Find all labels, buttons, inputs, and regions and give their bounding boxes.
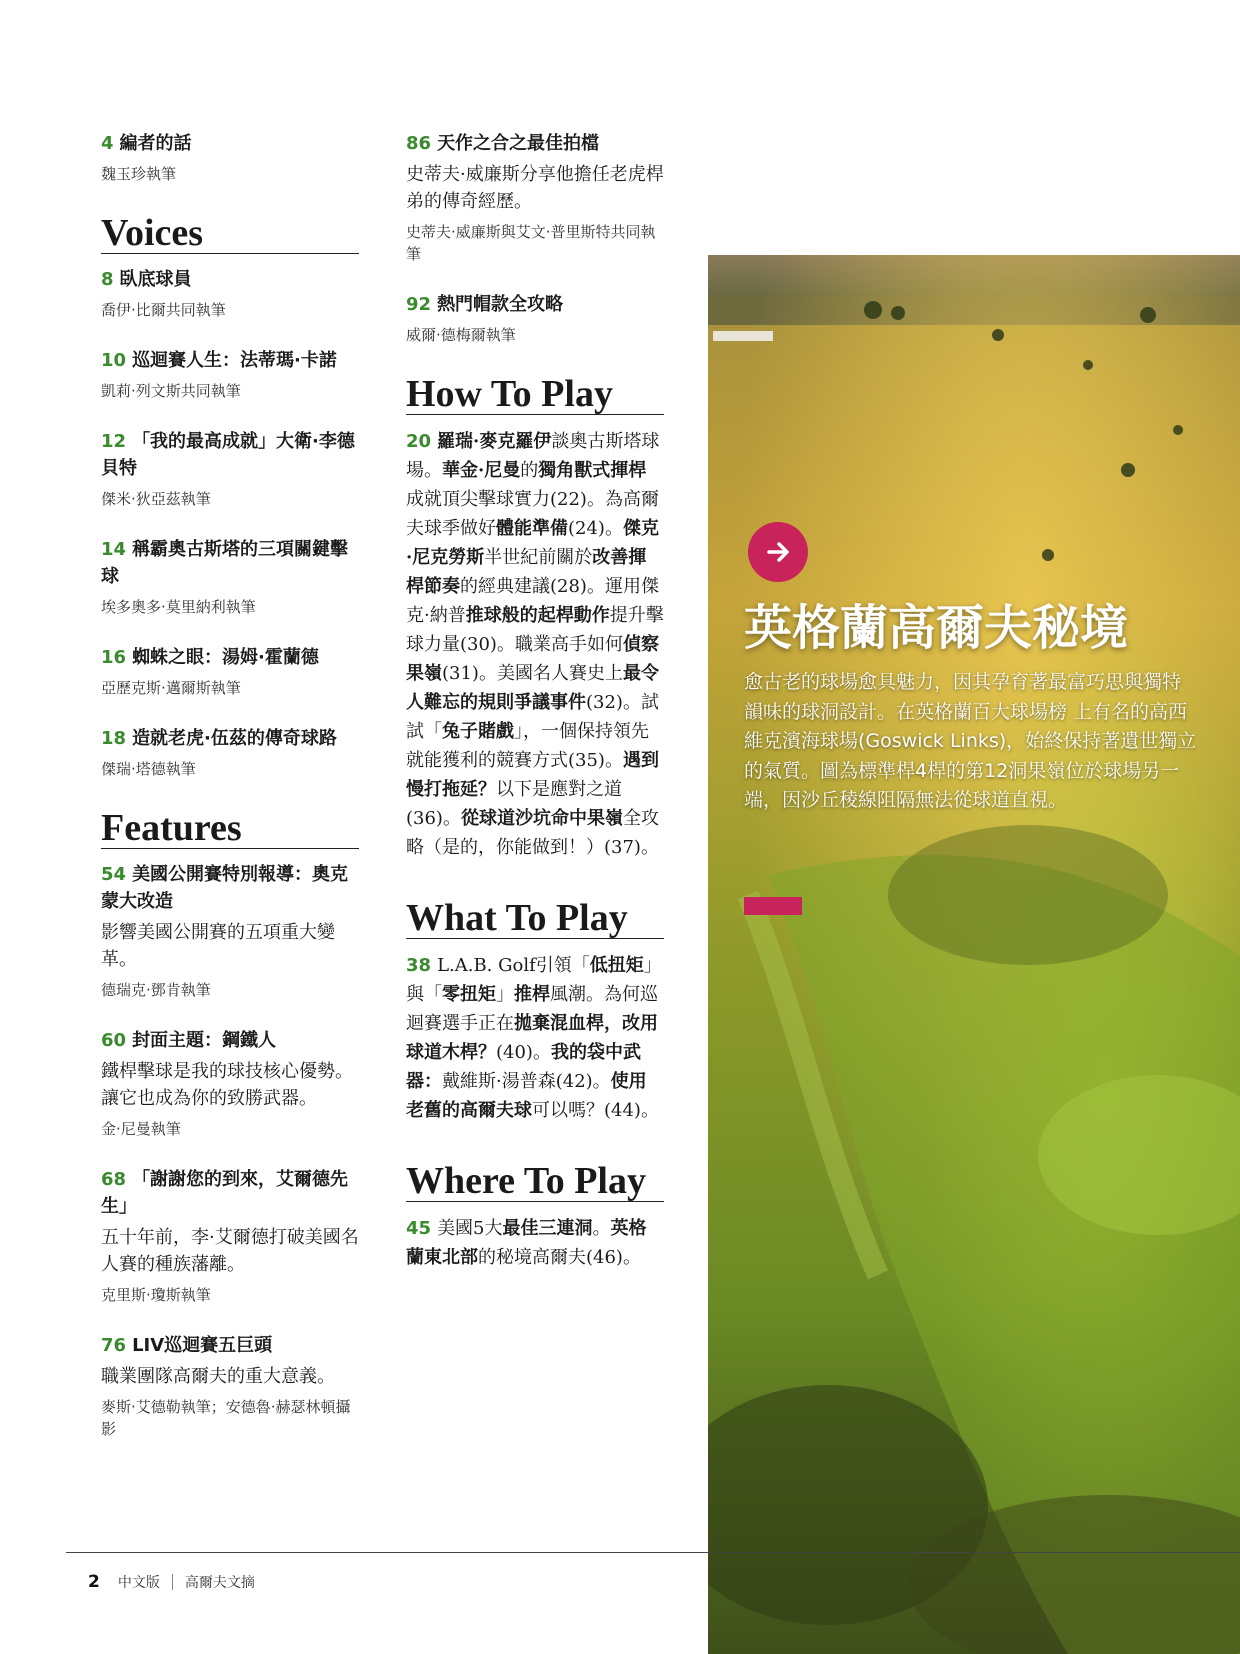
highlighted-topic: 最令人難忘的規則爭議事件 <box>406 663 659 713</box>
toc-entry-byline: 傑米·狄亞茲執筆 <box>101 490 211 508</box>
toc-entry-byline: 德瑞克·鄧肯執筆 <box>101 981 211 999</box>
footer-separator <box>172 1574 173 1590</box>
page-ref-number: 18 <box>101 728 127 749</box>
toc-entry-title-text: 巡迴賽人生：法蒂瑪·卡諾 <box>132 350 337 371</box>
page-ref-number: 14 <box>101 539 127 560</box>
golf-course-photo <box>708 255 1240 1654</box>
page-ref-number: 10 <box>101 350 127 371</box>
highlighted-topic: 我的袋中武器： <box>406 1042 641 1092</box>
promo-accent-bar <box>744 897 802 915</box>
toc-entry[interactable] <box>101 347 359 402</box>
section-heading-features: Features <box>101 808 359 849</box>
toc-entry-title <box>101 861 359 915</box>
toc-entry[interactable] <box>101 861 359 1001</box>
where-to-play-paragraph <box>406 1214 664 1272</box>
toc-entry-title-text: 「謝謝您的到來，艾爾德先生」 <box>101 1169 349 1217</box>
highlighted-topic: 華金·尼曼 <box>442 460 521 481</box>
toc-entry-title-text: 編者的話 <box>119 133 192 154</box>
page-ref-number: 60 <box>101 1030 127 1051</box>
paragraph-text: 的經典建議(28)。運用傑克·納普 <box>406 576 659 626</box>
toc-entry[interactable] <box>101 266 359 321</box>
toc-entry-title-text: LIV巡迴賽五巨頭 <box>132 1335 273 1356</box>
toc-entry-byline: 凱莉·列文斯共同執筆 <box>101 382 241 400</box>
toc-entry-title <box>101 347 359 374</box>
footer-edition: 中文版 <box>117 1575 160 1591</box>
toc-entry-byline: 亞歷克斯·邁爾斯執筆 <box>101 679 241 697</box>
how-to-play-paragraph <box>406 427 664 862</box>
highlighted-topic: 使用老舊的高爾夫球 <box>406 1071 647 1121</box>
toc-entry-title <box>101 1027 359 1054</box>
paragraph-text: 可以嗎？(44)。 <box>532 1100 659 1121</box>
toc-entry-title <box>101 536 359 590</box>
page-footer <box>88 1572 255 1592</box>
section-heading-what-to-play: What To Play <box>406 898 664 939</box>
toc-entry-title-text: 蜘蛛之眼：湯姆·霍蘭德 <box>132 647 319 668</box>
toc-entry-byline: 克里斯·瓊斯執筆 <box>101 1286 211 1304</box>
highlighted-topic: 推桿 <box>514 984 550 1005</box>
what-to-play-paragraph <box>406 951 664 1125</box>
toc-entry-title-text: 「我的最高成就」大衛·李德貝特 <box>101 431 355 479</box>
paragraph-text: 全攻略（是的，你能做到！）(37)。 <box>406 808 659 858</box>
page-number: 2 <box>88 1572 100 1592</box>
paragraph-text: 以下是應對之道(36)。 <box>406 779 622 829</box>
highlighted-topic: 兔子賭戲 <box>442 721 514 742</box>
highlighted-topic: 獨角獸式揮桿 <box>538 460 647 481</box>
highlighted-topic: 改善揮桿節奏 <box>406 547 647 597</box>
page-ref-number: 45 <box>406 1218 432 1239</box>
arrow-right-icon <box>764 538 792 566</box>
highlighted-topic: 推球般的起桿動作 <box>465 605 610 626</box>
toc-entry-title <box>406 130 664 157</box>
highlighted-topic: 最佳三連洞 <box>502 1218 593 1239</box>
footer-publication: 高爾夫文摘 <box>184 1575 255 1591</box>
section-heading-where-to-play: Where To Play <box>406 1161 664 1202</box>
toc-entry[interactable] <box>406 130 664 265</box>
paragraph-text: 」與「 <box>406 955 662 1005</box>
footer-divider <box>66 1552 1240 1553</box>
toc-entry-title-text: 熱門帽款全攻略 <box>437 294 564 315</box>
highlighted-topic: 偵察果嶺 <box>406 634 659 684</box>
page-ref-number: 86 <box>406 133 432 154</box>
toc-entry-title-text: 封面主題：鋼鐵人 <box>132 1030 277 1051</box>
toc-entry-title <box>101 644 359 671</box>
toc-entry-title <box>406 291 664 318</box>
toc-entry-description: 鐵桿擊球是我的球技核心優勢。讓它也成為你的致勝武器。 <box>101 1061 353 1109</box>
highlighted-topic: 低扭矩 <box>589 955 644 976</box>
paragraph-text: 」，一個保持領先就能獲利的競賽方式(35)。 <box>406 721 649 771</box>
toc-entry-title <box>101 266 359 293</box>
toc-entry-byline: 魏玉珍執筆 <box>101 165 177 183</box>
toc-entry[interactable] <box>101 1166 359 1306</box>
toc-entry-byline: 史蒂夫·威廉斯與艾文·普里斯特共同執筆 <box>406 223 656 263</box>
section-heading-voices: Voices <box>101 213 359 254</box>
paragraph-text: 美國5大 <box>437 1218 503 1239</box>
paragraph-text: (40)。 <box>496 1042 551 1063</box>
paragraph-text: 提升擊球力量(30)。職業高手如何 <box>406 605 664 655</box>
page-ref-number: 54 <box>101 864 127 885</box>
promo-body: 愈古老的球場愈具魅力，因其孕育著最富巧思與獨特韻味的球洞設計。在英格蘭百大球場榜 上有名的高西維克濱海球場(Goswick Links)，始終保持著遺世獨立的氣質。圖為標準桿4桿的第12洞果嶺位於球場另一端，因沙丘稜線阻隔無法從球道直視。 <box>744 671 1197 811</box>
page-ref-number: 12 <box>101 431 127 452</box>
paragraph-text: 半世紀前關於 <box>484 547 593 568</box>
highlighted-topic: 體能準備 <box>496 518 568 539</box>
paragraph-text: 的 <box>520 460 539 481</box>
toc-entry-title-text: 臥底球員 <box>119 269 192 290</box>
paragraph-text: 」 <box>496 984 514 1005</box>
paragraph-text: 成就頂尖擊球實力(22)。為高爾夫球季做好 <box>406 489 659 539</box>
toc-entry-title <box>101 428 359 482</box>
paragraph-text: 談奧古斯塔球場。 <box>406 431 660 481</box>
promo-title: 英格蘭高爾夫秘境 <box>744 600 1129 656</box>
paragraph-text: (24)。 <box>568 518 623 539</box>
toc-entry-byline: 埃多奧多·莫里納利執筆 <box>101 598 256 616</box>
page-ref-number: 8 <box>101 269 114 290</box>
highlighted-topic: 傑克·尼克勞斯 <box>406 518 659 568</box>
paragraph-text: 。 <box>592 1218 611 1239</box>
toc-entry-byline: 傑瑞·塔德執筆 <box>101 760 196 778</box>
toc-entry-title <box>101 1166 359 1220</box>
toc-entry-description: 職業團隊高爾夫的重大意義。 <box>101 1366 335 1387</box>
page-ref-number: 92 <box>406 294 432 315</box>
page-ref-number: 4 <box>101 133 114 154</box>
highlighted-topic: 從球道沙坑命中果嶺 <box>460 808 623 829</box>
page-ref-number: 16 <box>101 647 127 668</box>
toc-entry-title <box>101 1332 359 1359</box>
page-ref-number: 76 <box>101 1335 127 1356</box>
toc-entry[interactable] <box>101 725 359 780</box>
paragraph-text: L.A.B. Golf引領「 <box>437 955 590 976</box>
highlighted-topic: 羅瑞·麥克羅伊 <box>437 431 552 452</box>
toc-middle-column <box>406 130 664 1272</box>
toc-entry[interactable] <box>101 1027 359 1140</box>
toc-left-column <box>101 130 359 1466</box>
toc-entry[interactable] <box>101 428 359 510</box>
section-heading-how-to-play: How To Play <box>406 374 664 415</box>
page-ref-number: 68 <box>101 1169 127 1190</box>
highlighted-topic: 零扭矩 <box>442 984 496 1005</box>
toc-entry-byline: 喬伊·比爾共同執筆 <box>101 301 226 319</box>
toc-entry[interactable] <box>101 536 359 618</box>
toc-entry-title <box>101 130 359 157</box>
paragraph-text: 風潮。為何巡迴賽選手正在 <box>406 984 658 1034</box>
highlighted-topic: 英格蘭東北部 <box>406 1218 647 1268</box>
toc-entry-description: 史蒂夫·威廉斯分享他擔任老虎桿弟的傳奇經歷。 <box>406 164 664 212</box>
page-ref-number: 20 <box>406 431 432 452</box>
toc-entry-byline: 威爾·德梅爾執筆 <box>406 326 516 344</box>
paragraph-text: (32)。試試「 <box>406 692 659 742</box>
page-ref-number: 38 <box>406 955 432 976</box>
toc-entry-description: 五十年前，李·艾爾德打破美國名人賽的種族藩離。 <box>101 1227 359 1275</box>
toc-entry-title <box>101 725 359 752</box>
toc-entry-byline: 麥斯·艾德勒執筆；安德魯·赫瑟林頓攝影 <box>101 1398 351 1438</box>
toc-entry[interactable] <box>101 644 359 699</box>
toc-entry-title-text: 造就老虎·伍茲的傳奇球路 <box>132 728 337 749</box>
toc-entry-title-text: 稱霸奧古斯塔的三項關鍵擊球 <box>101 539 349 587</box>
toc-entry[interactable] <box>101 1332 359 1440</box>
toc-entry-title-text: 美國公開賽特別報導：奧克蒙大改造 <box>101 864 349 912</box>
toc-entry[interactable] <box>406 291 664 346</box>
promo-arrow-button[interactable] <box>748 522 808 582</box>
paragraph-text: 的秘境高爾夫(46)。 <box>478 1247 641 1268</box>
paragraph-text: (31)。美國名人賽史上 <box>442 663 623 684</box>
toc-entry[interactable] <box>101 130 359 185</box>
toc-entry-title-text: 天作之合之最佳拍檔 <box>437 133 600 154</box>
highlighted-topic: 拋棄混血桿，改用球道木桿？ <box>406 1013 658 1063</box>
toc-entry-byline: 金·尼曼執筆 <box>101 1120 181 1138</box>
toc-entry-description: 影響美國公開賽的五項重大變革。 <box>101 922 335 970</box>
paragraph-text: 戴維斯·湯普森(42)。 <box>442 1071 611 1092</box>
highlighted-topic: 遇到慢打拖延？ <box>406 750 659 800</box>
